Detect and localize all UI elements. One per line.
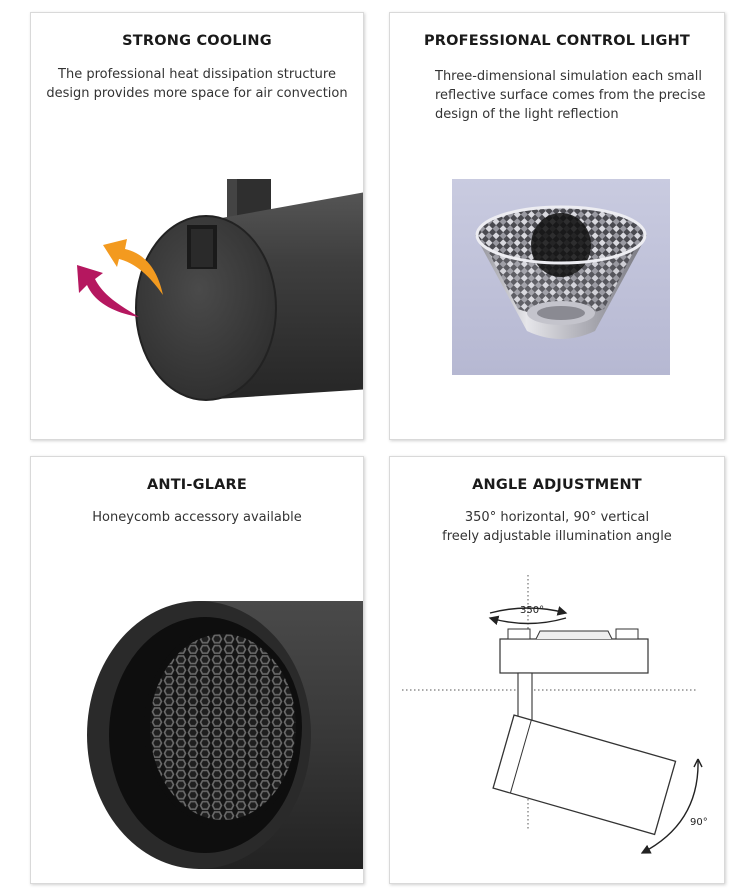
honeycomb-lamp-illustration [31,457,363,883]
tilt-label: 90° [690,817,708,828]
description-line: 350° horizontal, 90° vertical [464,510,650,525]
description-line: The professional heat dissipation structure [58,67,336,82]
panel-title: ANTI-GLARE [146,477,248,493]
panel-title: PROFESSIONAL CONTROL LIGHT [423,33,691,49]
stem [518,673,532,721]
tilted-lamp-body [493,715,675,834]
angle-diagram [390,457,724,883]
panel-title: ANGLE ADJUSTMENT [472,477,642,493]
track-adapter [500,639,648,673]
airflow-arrow-magenta [77,265,139,317]
rotation-label: 350° [520,605,545,616]
reflector-photo [390,13,724,439]
panel-professional-control-light [389,12,725,440]
description-line: freely adjustable illumination angle [442,529,672,544]
description-line: reflective surface comes from the precise [435,88,706,103]
description-line: design provides more space for air convection [46,86,348,101]
panel-strong-cooling [30,12,364,440]
description-line: Three-dimensional simulation each small [435,69,702,84]
track-light-cooling-illustration [31,13,363,439]
panel-angle-adjustment [389,456,725,884]
panel-anti-glare [30,456,364,884]
reflector-center [531,213,591,277]
panel-title: STRONG COOLING [122,33,272,49]
description-line: Honeycomb accessory available [92,510,302,525]
description-line: design of the light reflection [435,107,619,122]
